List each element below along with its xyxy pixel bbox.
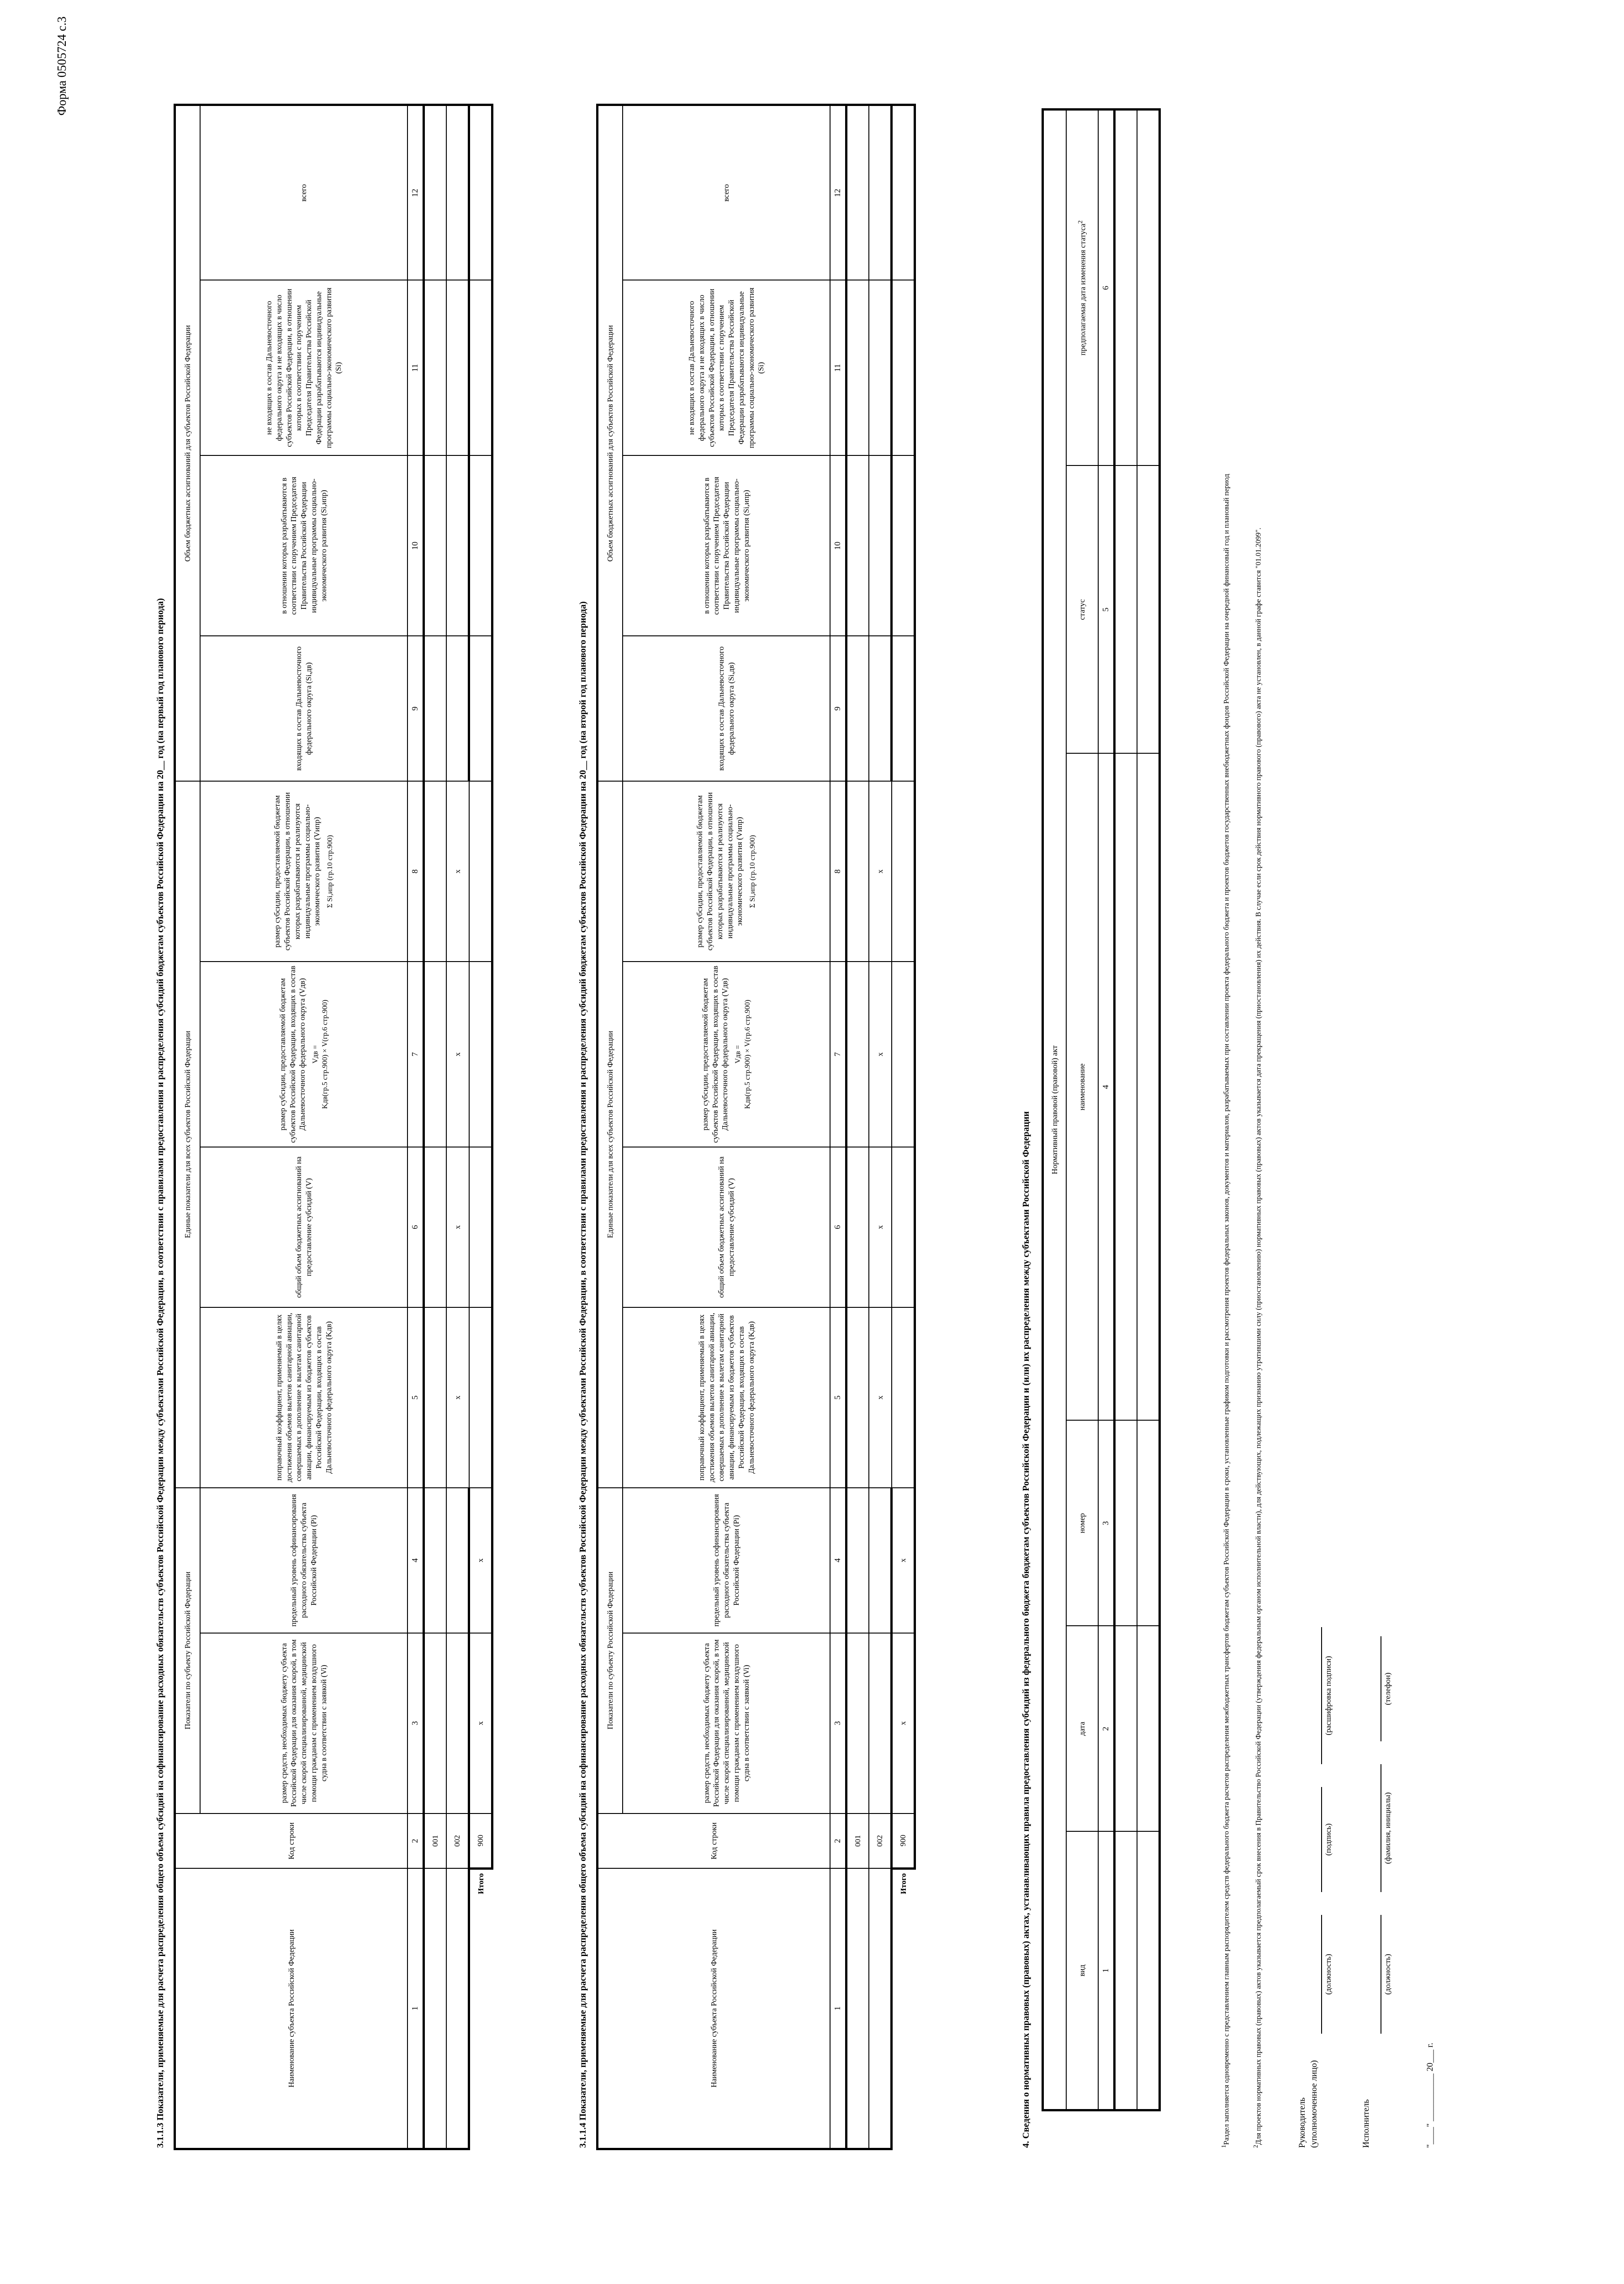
header-col-7-text: размер субсидии, предоставляемой бюджетам субъектов Российской Федерации, входящих в состав Дальневосточного федерального округа (Vдв) bbox=[278, 966, 307, 1143]
cell-date[interactable] bbox=[1137, 1626, 1160, 1832]
table-row bbox=[446, 105, 469, 2149]
table-4 bbox=[1042, 108, 1161, 2111]
header-col-3: размер средств, необходимых бюджету субъекта Российской Федерации для оказания скорой, в том числе скорой специализированной, медицинской помощи гражданам с применением воздушного судна в соответствии с заявкой (Vi) bbox=[623, 1633, 830, 1813]
cell-col-9[interactable] bbox=[424, 636, 447, 781]
header-col-7-formula-2: Kдв(гр.5 стр.900) × V(гр.6 стр.900) bbox=[743, 999, 751, 1109]
date-line[interactable]: "____" ___________ 20___ г. bbox=[1425, 2042, 1435, 2148]
cell-col-5 bbox=[424, 1307, 447, 1488]
header-col-8 bbox=[200, 781, 407, 962]
header-number: номер bbox=[1066, 1421, 1098, 1626]
col-number-12: 12 bbox=[830, 105, 846, 280]
header-col-10: в отношении которых разрабатываются в соответствии с поручением Председателя Правительства Российской Федерации индивидуальные программы социально-экономического развития (Si,ипр) bbox=[623, 455, 830, 636]
cell-col-8 bbox=[846, 781, 869, 962]
cell-col-4[interactable] bbox=[869, 1488, 892, 1633]
col-number-6: 6 bbox=[830, 1147, 846, 1307]
cell-col-9[interactable] bbox=[446, 636, 469, 781]
header-col-11: не входящих в состав Дальневосточного федерального округа и не входящих в число субъектов Российской Федерации, в отношении которых в соответствии с поручением Председателя Правительства Российской Федерации разрабатываются индивидуальные программы социально-экономического развития (Si) bbox=[623, 280, 830, 455]
section-3114-title: 3.1.1.4 Показатели, применяемые для расчета распределения общего объема субсидий на софинансирование расходных обязательств субъектов Российской Федерации между субъектами Российской Федерации, в соответствии с правилами предоставления и распределения субсидий бюджетам субъектов Российской Федерации на 20__ год (на второй год планового периода) bbox=[578, 601, 588, 2148]
head-position-caption: (должность) bbox=[1324, 1954, 1333, 1995]
header-group-subject: Показатели по субъекту Российской Федерации bbox=[598, 1488, 623, 1813]
col-number-8: 8 bbox=[407, 781, 424, 962]
table-row bbox=[1137, 110, 1160, 2110]
cell-col-10[interactable] bbox=[869, 455, 892, 636]
header-col-7-formula-2: Kдв(гр.5 стр.900) × V(гр.6 стр.900) bbox=[321, 999, 329, 1109]
col-number-7: 7 bbox=[407, 962, 424, 1147]
header-row-code: Код строки bbox=[175, 1813, 408, 1869]
col-number-5: 5 bbox=[1098, 466, 1115, 754]
col-number-5: 5 bbox=[830, 1307, 846, 1488]
header-col-8-text: размер субсидии, предоставляемой бюджетам субъектов Российской Федерации, в отношении которых разрабатываются и реализуются индивидуальные программы социально-экономического развития (Vипр) bbox=[273, 792, 322, 951]
head-position-field[interactable] bbox=[1309, 1915, 1322, 2034]
header-col-4: предельный уровень софинансирования расходного обязательства субъекта Российской Федерации (Pi) bbox=[623, 1488, 830, 1633]
total-col-12[interactable] bbox=[469, 105, 492, 280]
executor-phone-field[interactable] bbox=[1369, 1636, 1381, 1741]
header-col-6: общий объем бюджетных ассигнований на предоставление субсидий (V) bbox=[623, 1147, 830, 1307]
col-number-1: 1 bbox=[830, 1868, 846, 2149]
header-kind: вид bbox=[1066, 1832, 1098, 2110]
total-col-6[interactable] bbox=[892, 1147, 915, 1307]
col-number-9: 9 bbox=[407, 636, 424, 781]
total-col-10[interactable] bbox=[469, 455, 492, 636]
executor-label: Исполнитель bbox=[1361, 2099, 1371, 2148]
cell-col-12[interactable] bbox=[846, 105, 869, 280]
form-number: Форма 0505724 с.3 bbox=[55, 16, 69, 116]
cell-col-3[interactable] bbox=[869, 1633, 892, 1813]
cell-col-7: x bbox=[869, 962, 892, 1147]
header-col-8-formula: Σ Si,ипр (гр.10 стр.900) bbox=[749, 835, 757, 908]
footnote-1-text: Раздел заполняется одновременно с представлением главным распорядителем средств федерального бюджета расчетов распределения межбюджетных трансфертов бюджетам субъектов Российской Федерации в сроки, установленные графиком подготовки и рассмотрения проектов федеральных законов, документов и материалов, разрабатываемых при составлении проекта федерального бюджета и проектов бюджетов государственных внебюджетных фондов Российской Федерации на очередной финансовый год и плановый период bbox=[1222, 474, 1231, 2145]
total-col-4: x bbox=[469, 1488, 492, 1633]
col-number-4: 4 bbox=[407, 1488, 424, 1633]
executor-fio-caption: (фамилия, инициалы) bbox=[1383, 1792, 1392, 1864]
cell-col-11[interactable] bbox=[424, 280, 447, 455]
header-group-subject: Показатели по субъекту Российской Федерации bbox=[175, 1488, 201, 1813]
header-col-8-formula: Σ Si,ипр (гр.10 стр.900) bbox=[326, 835, 334, 908]
col-number-6: 6 bbox=[407, 1147, 424, 1307]
cell-col-12[interactable] bbox=[446, 105, 469, 280]
header-col-9: входящих в состав Дальневосточного федерального округа (Si,дв) bbox=[623, 636, 830, 781]
col-number-3: 3 bbox=[407, 1633, 424, 1813]
col-number-8: 8 bbox=[830, 781, 846, 962]
cell-col-5: x bbox=[869, 1307, 892, 1488]
cell-col-7: x bbox=[446, 962, 469, 1147]
table-row bbox=[869, 105, 892, 2149]
table-row bbox=[1115, 110, 1137, 2110]
cell-col-7 bbox=[424, 962, 447, 1147]
cell-col-9[interactable] bbox=[869, 636, 892, 781]
total-code: 900 bbox=[469, 1813, 492, 1869]
cell-col-11[interactable] bbox=[446, 280, 469, 455]
head-signature-field[interactable] bbox=[1309, 1787, 1322, 1892]
col-number-3: 3 bbox=[830, 1633, 846, 1813]
cell-row-code: 001 bbox=[424, 1813, 447, 1869]
col-number-2: 2 bbox=[830, 1813, 846, 1869]
cell-col-3[interactable] bbox=[846, 1633, 869, 1813]
executor-fio-field[interactable] bbox=[1369, 1764, 1381, 1892]
cell-col-4[interactable] bbox=[446, 1488, 469, 1633]
header-col-12: всего bbox=[200, 105, 407, 280]
header-col-7-formula-1: Vдв = bbox=[312, 1045, 320, 1064]
total-col-9[interactable] bbox=[892, 636, 915, 781]
section-3113-title: 3.1.1.3 Показатели, применяемые для расчета распределения общего объема субсидий на софинансирование расходных обязательств субъектов Российской Федерации между субъектами Российской Федерации, в соответствии с правилами предоставления и распределения субсидий бюджетам субъектов Российской Федерации на 20__ год (на первый год планового периода) bbox=[155, 598, 165, 2148]
header-col-11: не входящих в состав Дальневосточного федерального округа и не входящих в число субъектов Российской Федерации, в отношении которых в соответствии с поручением Председателя Правительства Российской Федерации разрабатываются индивидуальные программы социально-экономического развития (Si) bbox=[200, 280, 407, 455]
header-col-6: общий объем бюджетных ассигнований на предоставление субсидий (V) bbox=[200, 1147, 407, 1307]
col-number-2: 2 bbox=[407, 1813, 424, 1869]
cell-subject-name[interactable] bbox=[424, 1868, 447, 2149]
total-col-11[interactable] bbox=[469, 280, 492, 455]
col-number-7: 7 bbox=[830, 962, 846, 1147]
cell-col-6: x bbox=[869, 1147, 892, 1307]
cell-row-code: 002 bbox=[869, 1813, 892, 1869]
footnote-2-marker: 2 bbox=[1077, 220, 1084, 224]
head-decoding-field[interactable] bbox=[1309, 1627, 1322, 1764]
header-col-12: всего bbox=[623, 105, 830, 280]
cell-date[interactable] bbox=[1115, 1626, 1137, 1832]
executor-position-caption: (должность) bbox=[1383, 1954, 1392, 1995]
table-3114 bbox=[596, 104, 916, 2150]
total-code: 900 bbox=[892, 1813, 915, 1869]
cell-number[interactable] bbox=[1137, 1421, 1160, 1626]
header-col-4: предельный уровень софинансирования расходного обязательства субъекта Российской Федерации (Pi) bbox=[200, 1488, 407, 1633]
col-number-11: 11 bbox=[407, 280, 424, 455]
header-col-8 bbox=[623, 781, 830, 962]
header-col-5: поправочный коэффициент, применяемый в целях достижения объемов вылетов санитарной авиации, совершаемых в дополнение к вылетам санитарной авиации, финансируемым из бюджетов субъектов Российской Федерации, входящих в состав Дальневосточного федерального округа (Kдв) bbox=[200, 1307, 407, 1488]
footnote-2 bbox=[1252, 115, 1264, 2148]
head-label: Руководитель bbox=[1297, 2097, 1307, 2148]
total-col-9[interactable] bbox=[469, 636, 492, 781]
cell-col-8 bbox=[424, 781, 447, 962]
total-col-3: x bbox=[469, 1633, 492, 1813]
total-col-7[interactable] bbox=[469, 962, 492, 1147]
cell-col-12[interactable] bbox=[869, 105, 892, 280]
cell-col-10[interactable] bbox=[846, 455, 869, 636]
header-col-7-text: размер субсидии, предоставляемой бюджетам субъектов Российской Федерации, входящих в состав Дальневосточного федерального округа (Vдв) bbox=[700, 966, 730, 1143]
total-col-11[interactable] bbox=[892, 280, 915, 455]
header-col-5: поправочный коэффициент, применяемый в целях достижения объемов вылетов санитарной авиации, совершаемых в дополнение к вылетам санитарной авиации, финансируемым из бюджетов субъектов Российской Федерации, входящих в состав Дальневосточного федерального округа (Kдв) bbox=[623, 1307, 830, 1488]
total-col-8[interactable] bbox=[469, 781, 492, 962]
cell-subject-name[interactable] bbox=[446, 1868, 469, 2149]
header-status: статус bbox=[1066, 466, 1098, 754]
cell-col-11[interactable] bbox=[846, 280, 869, 455]
cell-col-5: x bbox=[446, 1307, 469, 1488]
footnote-2-text: Для проектов нормативных правовых (правовых) актов указывается предполагаемый срок внесения в Правительство Российской Федерации (утверждения федеральным органом исполнительной власти), для действующих, подлежащих признанию утратившими силу (приостановлению) нормативных правовых (правовых) актов указывается дата прекращения (приостановления) их действия. В случае если срок действия нормативного правового (правового) акта не установлен, в данной графе ставится "01.01.2099". bbox=[1254, 528, 1263, 2145]
cell-col-7 bbox=[846, 962, 869, 1147]
header-col-7 bbox=[623, 962, 830, 1147]
col-number-5: 5 bbox=[407, 1307, 424, 1488]
col-number-10: 10 bbox=[830, 455, 846, 636]
header-col-8-text: размер субсидии, предоставляемой бюджетам субъектов Российской Федерации, в отношении которых разрабатываются и реализуются индивидуальные программы социально-экономического развития (Vипр) bbox=[695, 792, 744, 951]
header-date: дата bbox=[1066, 1626, 1098, 1832]
header-act-name: наименование bbox=[1066, 754, 1098, 1421]
cell-col-4[interactable] bbox=[846, 1488, 869, 1633]
cell-col-4[interactable] bbox=[424, 1488, 447, 1633]
cell-col-9[interactable] bbox=[846, 636, 869, 781]
total-row bbox=[892, 105, 915, 2149]
executor-position-field[interactable] bbox=[1369, 1915, 1381, 2034]
header-col-9: входящих в состав Дальневосточного федерального округа (Si,дв) bbox=[200, 636, 407, 781]
total-row bbox=[469, 105, 492, 2149]
head-sublabel: (уполномоченное лицо) bbox=[1309, 2060, 1319, 2148]
cell-row-code: 001 bbox=[846, 1813, 869, 1869]
total-col-12[interactable] bbox=[892, 105, 915, 280]
cell-col-3[interactable] bbox=[424, 1633, 447, 1813]
header-group-common: Единые показатели для всех субъектов Российской Федерации bbox=[175, 781, 201, 1488]
col-number-9: 9 bbox=[830, 636, 846, 781]
col-number-4: 4 bbox=[830, 1488, 846, 1633]
cell-expected-date[interactable] bbox=[1137, 110, 1160, 466]
col-number-1: 1 bbox=[1098, 1832, 1115, 2110]
header-col-3: размер средств, необходимых бюджету субъекта Российской Федерации для оказания скорой, в том числе скорой специализированной, медицинской помощи гражданам с применением воздушного судна в соответствии с заявкой (Vi) bbox=[200, 1633, 407, 1813]
footnote-1-marker: 1 bbox=[1220, 2145, 1227, 2148]
cell-col-8: x bbox=[869, 781, 892, 962]
header-col-10: в отношении которых разрабатываются в соответствии с поручением Председателя Правительства Российской Федерации индивидуальные программы социально-экономического развития (Si,ипр) bbox=[200, 455, 407, 636]
header-group-volume: Объем бюджетных ассигнований для субъектов Российской Федерации bbox=[598, 105, 623, 782]
col-number-3: 3 bbox=[1098, 1421, 1115, 1626]
cell-col-11[interactable] bbox=[869, 280, 892, 455]
col-number-4: 4 bbox=[1098, 754, 1115, 1421]
table-3113 bbox=[174, 104, 493, 2150]
col-number-1: 1 bbox=[407, 1868, 424, 2149]
cell-col-10[interactable] bbox=[446, 455, 469, 636]
table-row bbox=[424, 105, 447, 2149]
cell-subject-name[interactable] bbox=[869, 1868, 892, 2149]
cell-status[interactable] bbox=[1137, 466, 1160, 754]
table-row bbox=[846, 105, 869, 2149]
cell-number[interactable] bbox=[1115, 1421, 1137, 1626]
cell-col-8: x bbox=[446, 781, 469, 962]
head-decoding-caption: (расшифровка подписи) bbox=[1324, 1656, 1333, 1735]
col-number-10: 10 bbox=[407, 455, 424, 636]
total-col-5[interactable] bbox=[892, 1307, 915, 1488]
col-number-2: 2 bbox=[1098, 1626, 1115, 1832]
total-col-7[interactable] bbox=[892, 962, 915, 1147]
total-label: Итого bbox=[476, 1873, 486, 1894]
cell-col-5 bbox=[846, 1307, 869, 1488]
header-group-common: Единые показатели для всех субъектов Российской Федерации bbox=[598, 781, 623, 1488]
cell-status[interactable] bbox=[1115, 466, 1137, 754]
section-4-title: 4. Сведения о нормативных правовых (правовых) актах, устанавливающих правила предоставления субсидий из федерального бюджета бюджетам субъектов Российской Федерации и (или) их распределения между субъектами Российской Федерации bbox=[1021, 1111, 1031, 2148]
cell-kind[interactable] bbox=[1115, 1832, 1137, 2110]
total-col-10[interactable] bbox=[892, 455, 915, 636]
header-row-code: Код строки bbox=[598, 1813, 831, 1869]
cell-kind[interactable] bbox=[1137, 1832, 1160, 2110]
total-col-6[interactable] bbox=[469, 1147, 492, 1307]
cell-act-name[interactable] bbox=[1115, 754, 1137, 1421]
header-subject-name: Наименование субъекта Российской Федерации bbox=[175, 1868, 408, 2149]
header-col-7-formula-1: Vдв = bbox=[734, 1045, 742, 1064]
cell-col-6 bbox=[846, 1147, 869, 1307]
cell-col-6 bbox=[424, 1147, 447, 1307]
header-normative-act: Нормативный правовой (правовой) акт bbox=[1043, 110, 1067, 2110]
header-subject-name: Наименование субъекта Российской Федерации bbox=[598, 1868, 831, 2149]
total-col-8[interactable] bbox=[892, 781, 915, 962]
cell-col-10[interactable] bbox=[424, 455, 447, 636]
cell-row-code: 002 bbox=[446, 1813, 469, 1869]
cell-act-name[interactable] bbox=[1137, 754, 1160, 1421]
col-number-12: 12 bbox=[407, 105, 424, 280]
total-col-3: x bbox=[892, 1633, 915, 1813]
col-number-6: 6 bbox=[1098, 110, 1115, 466]
header-expected-date bbox=[1066, 110, 1098, 466]
cell-subject-name[interactable] bbox=[846, 1868, 869, 2149]
col-number-11: 11 bbox=[830, 280, 846, 455]
header-group-volume: Объем бюджетных ассигнований для субъектов Российской Федерации bbox=[175, 105, 201, 782]
executor-phone-caption: (телефон) bbox=[1383, 1672, 1392, 1705]
cell-expected-date[interactable] bbox=[1115, 110, 1137, 466]
total-col-4: x bbox=[892, 1488, 915, 1633]
footnote-2-marker: 2 bbox=[1252, 2145, 1259, 2148]
head-signature-caption: (подпись) bbox=[1324, 1823, 1333, 1856]
cell-col-3[interactable] bbox=[446, 1633, 469, 1813]
cell-col-12[interactable] bbox=[424, 105, 447, 280]
header-col-7 bbox=[200, 962, 407, 1147]
header-expected-date-text: предполагаемая дата изменения статуса bbox=[1078, 223, 1087, 356]
footnote-1 bbox=[1220, 115, 1232, 2148]
cell-col-6: x bbox=[446, 1147, 469, 1307]
total-col-5[interactable] bbox=[469, 1307, 492, 1488]
total-label: Итого bbox=[899, 1873, 908, 1894]
